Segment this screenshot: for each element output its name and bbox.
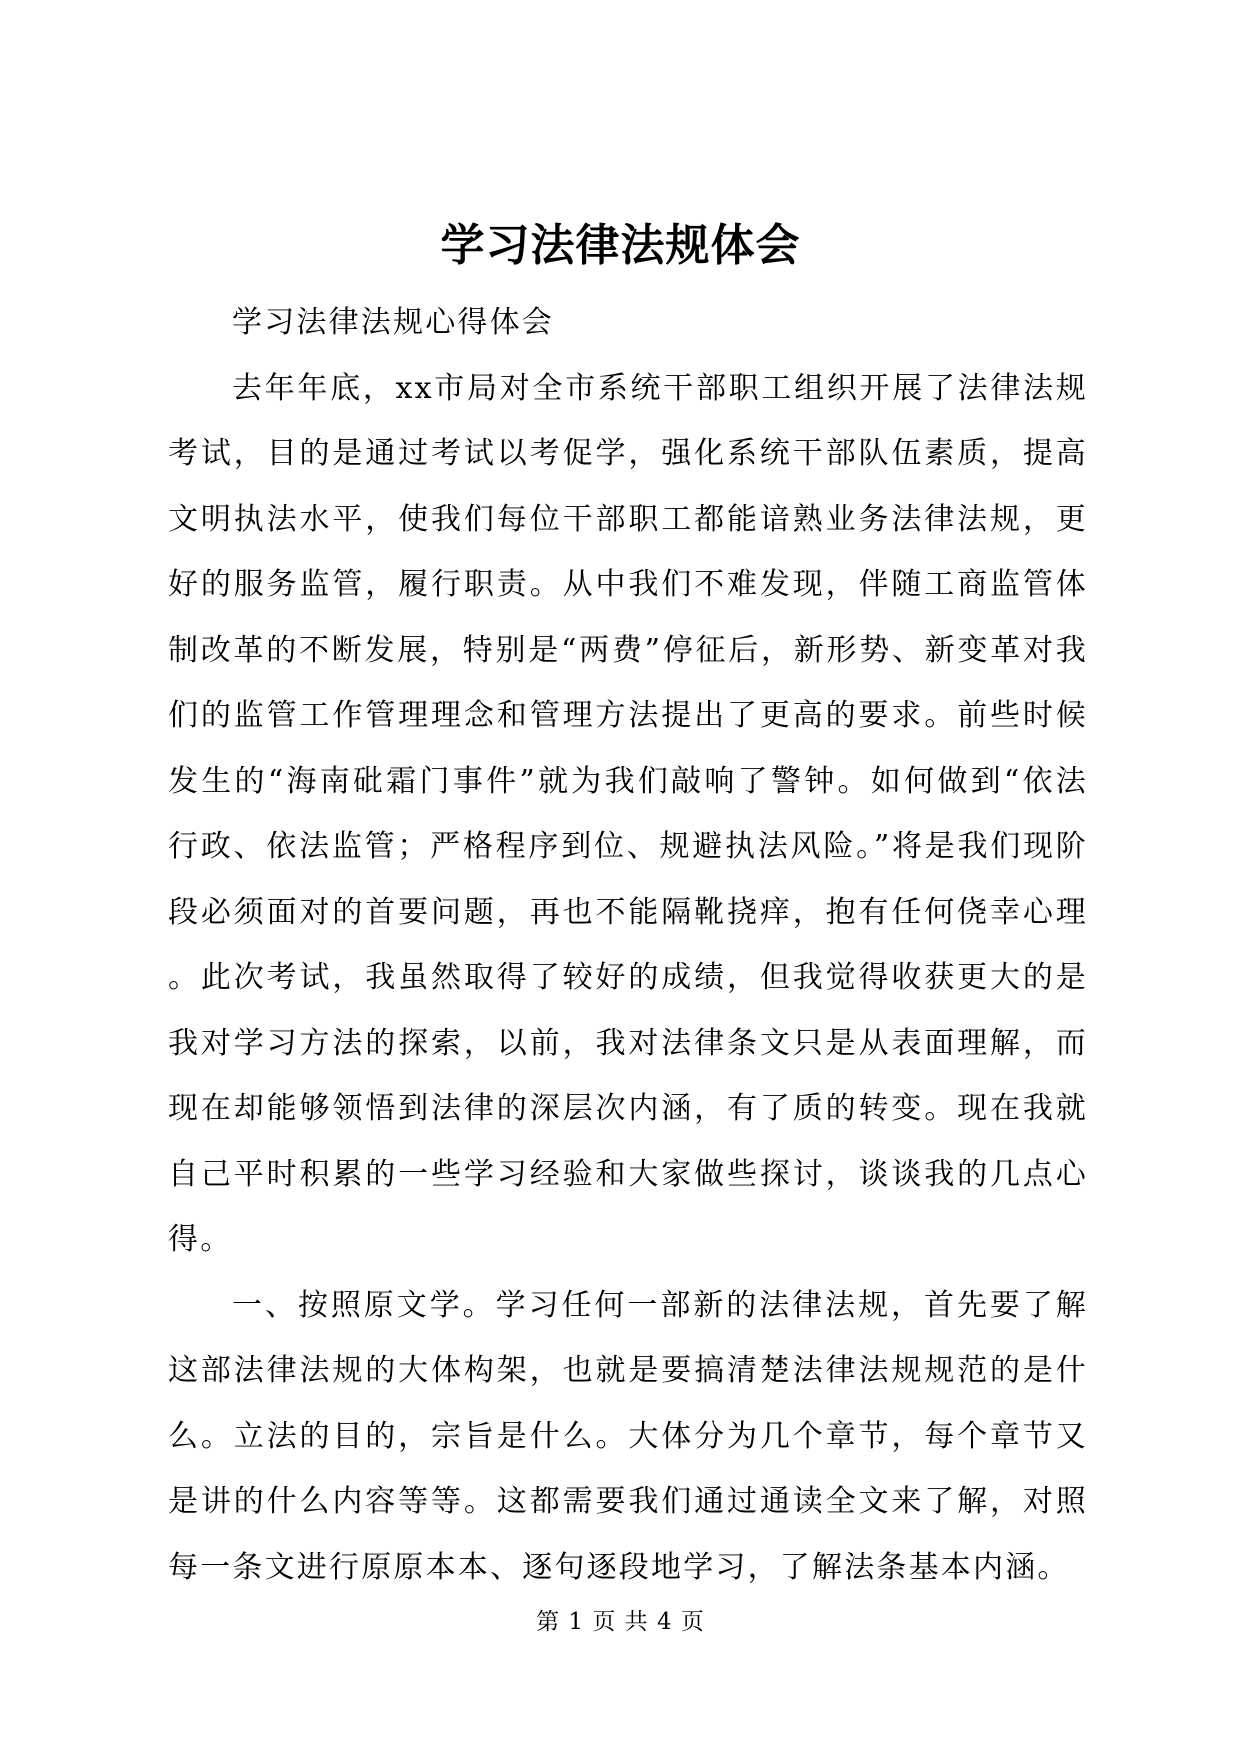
subtitle-paragraph: 学习法律法规心得体会 [232, 305, 554, 340]
body-paragraph-intro: 去年年底，xx市局对全市系统干部职工组织开展了法律法规考试，目的是通过考试以考促学，强化系统干部队伍素质，提高文明执法水平，使我们每位干部职工都能谙熟业务法律法规，更好的服务监管，履行职责。从中我们不难发现，伴随工商监管体制改革的不断发展，特别是“两费”停征后，新形势、新变革对我们的监管工作管理理念和管理方法提出了更高的要求。前些时候发生的“海南砒霜门事件”就为我们敲响了警钟。如何做到“依法行政、依法监管；严格程序到位、规避执法风险。”将是我们现阶段必须面对的首要问题，再也不能隔靴挠痒，抱有任何侥幸心理。此次考试，我虽然取得了较好的成绩，但我觉得收获更大的是我对学习方法的探索，以前，我对法律条文只是从表面理解，而现在却能够领悟到法律的深层次内涵，有了质的转变。现在我就自己平时积累的一些学习经验和大家做些探讨，谈谈我的几点心得。 [168, 370, 1088, 1257]
page-title: 学习法律法规体会 [440, 220, 801, 271]
page-number-footer: 第 1 页 共 4 页 [536, 1609, 705, 1635]
document-body [168, 290, 1088, 1600]
body-paragraph-section-one: 一、按照原文学。学习任何一部新的法律法规，首先要了解这部法律法规的大体构架，也就是要搞清楚法律法规规范的是什么。立法的目的，宗旨是什么。大体分为几个章节，每个章节又是讲的什么内容等等。这都需要我们通过通读全文来了解，对照每一条文进行原原本本、逐句逐段地学习，了解法条基本内涵。 [168, 1287, 1088, 1585]
